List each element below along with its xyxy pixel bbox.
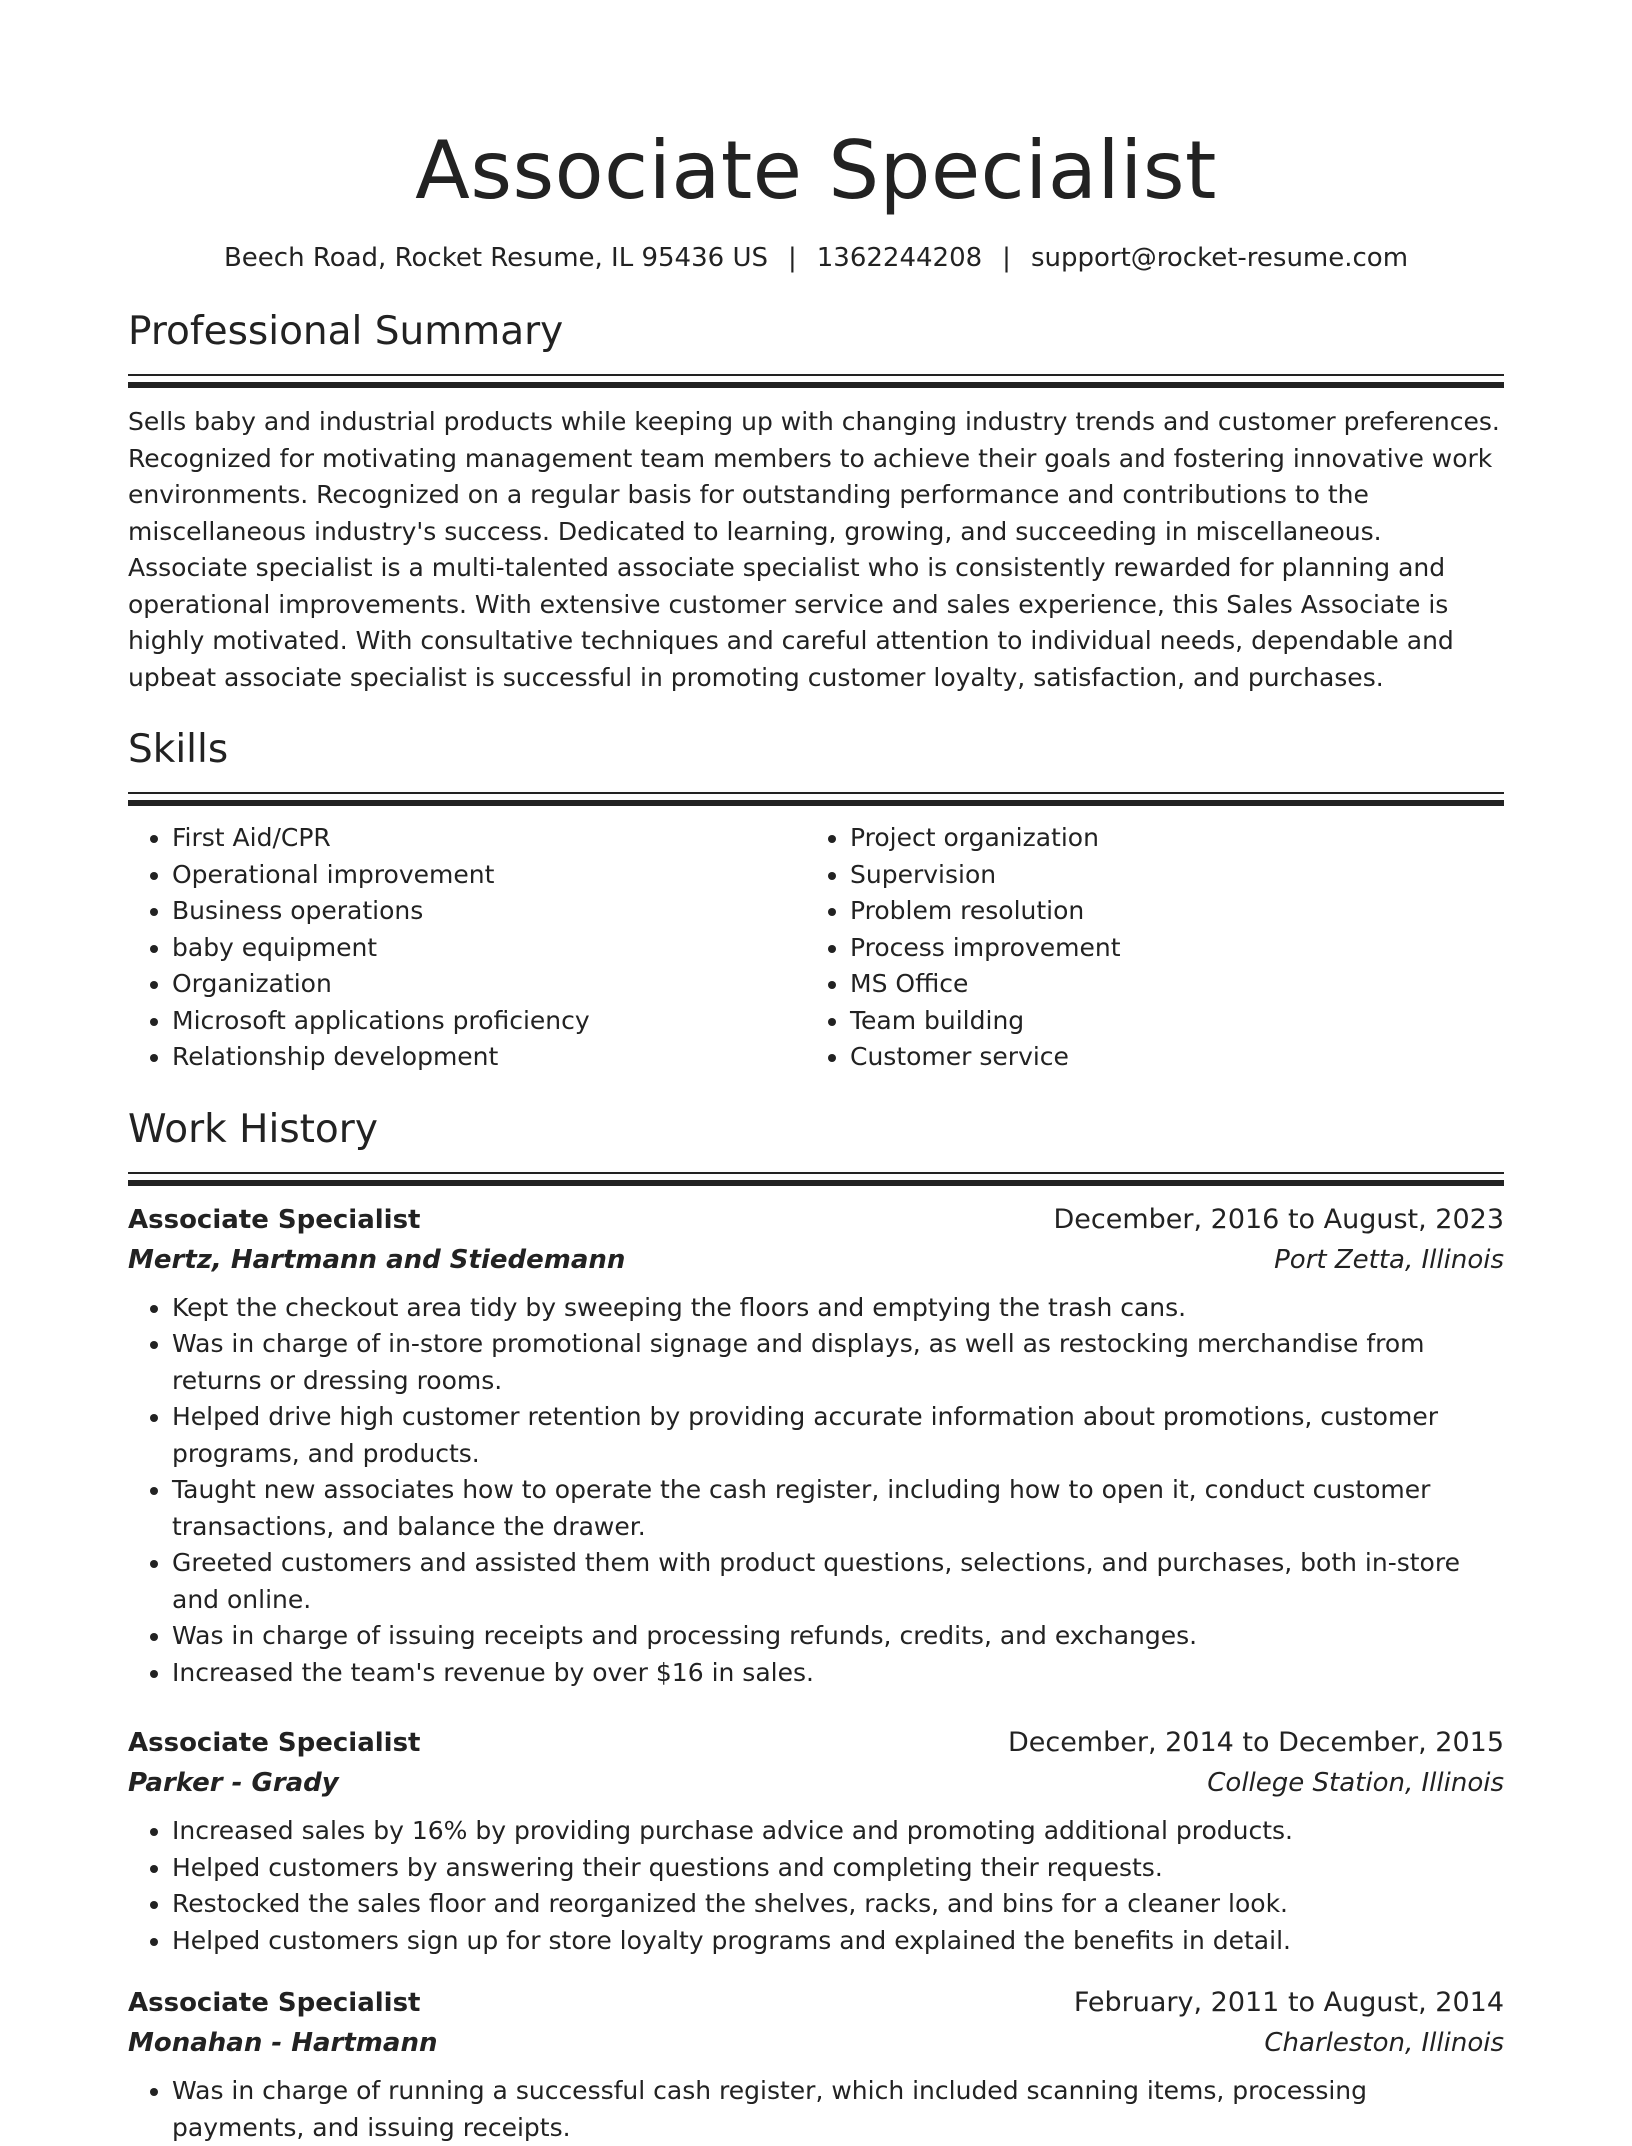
summary-heading: Professional Summary	[128, 308, 1504, 356]
job-entry	[128, 1723, 1504, 1959]
skills-right-list	[806, 820, 1504, 1076]
job-location: Charleston, Illinois	[1264, 2023, 1504, 2063]
section-divider	[128, 1172, 1504, 1186]
skill-item: • Operational improvement	[172, 857, 806, 894]
contact-line	[128, 242, 1504, 274]
skill-item: • baby equipment	[172, 930, 806, 967]
job-entry	[128, 1983, 1504, 2146]
job-bullets	[128, 2073, 1504, 2146]
summary-section	[128, 308, 1504, 696]
contact-separator: |	[768, 243, 817, 273]
job-dates: December, 2016 to August, 2023	[1053, 1200, 1504, 1240]
job-bullet: • Kept the checkout area tidy by sweeping the floors and emptying the trash cans.	[172, 1290, 1504, 1327]
job-title: Associate Specialist	[128, 1200, 421, 1240]
job-bullet: • Restocked the sales floor and reorganized the shelves, racks, and bins for a cleaner look.	[172, 1886, 1504, 1923]
contact-separator: |	[982, 243, 1031, 273]
skills-columns	[128, 820, 1504, 1076]
job-entry	[128, 1200, 1504, 1692]
section-divider	[128, 374, 1504, 388]
skills-heading: Skills	[128, 726, 1504, 774]
skill-item: • MS Office	[850, 966, 1504, 1003]
skill-item: • Relationship development	[172, 1039, 806, 1076]
job-dates: February, 2011 to August, 2014	[1074, 1983, 1504, 2023]
skill-item: • Team building	[850, 1003, 1504, 1040]
skill-item: • Customer service	[850, 1039, 1504, 1076]
section-divider	[128, 792, 1504, 806]
resume-name: Associate Specialist	[128, 0, 1504, 222]
job-bullet: • Increased the team's revenue by over $16 in sales.	[172, 1655, 1504, 1692]
skill-item: • Business operations	[172, 893, 806, 930]
job-bullet: • Helped customers by answering their questions and completing their requests.	[172, 1850, 1504, 1887]
skill-item: • Project organization	[850, 820, 1504, 857]
job-title: Associate Specialist	[128, 1723, 421, 1763]
work-history-section	[128, 1106, 1504, 2146]
skill-item: • Process improvement	[850, 930, 1504, 967]
job-company: Mertz, Hartmann and Stiedemann	[128, 1240, 625, 1280]
work-history-heading: Work History	[128, 1106, 1504, 1154]
job-location: College Station, Illinois	[1207, 1763, 1504, 1803]
skills-section	[128, 726, 1504, 1076]
skill-item: • Problem resolution	[850, 893, 1504, 930]
job-company: Monahan - Hartmann	[128, 2023, 437, 2063]
job-bullet: • Greeted customers and assisted them with product questions, selections, and purchases, both in-store and online.	[172, 1545, 1504, 1618]
skill-item: • Microsoft applications proficiency	[172, 1003, 806, 1040]
job-bullets	[128, 1290, 1504, 1692]
job-bullet: • Increased sales by 16% by providing purchase advice and promoting additional products.	[172, 1813, 1504, 1850]
skill-item: • First Aid/CPR	[172, 820, 806, 857]
summary-text: Sells baby and industrial products while keeping up with changing industry trends and customer preferences. Recognized for motivating management team members to achieve their goals and fostering innovative work environments. Recognized on a regular basis for outstanding performance and contributions to the miscellaneous industry's success. Dedicated to learning, growing, and succeeding in miscellaneous. Associate specialist is a multi-talented associate specialist who is consistently rewarded for planning and operational improvements. With extensive customer service and sales experience, this Sales Associate is highly motivated. With consultative techniques and careful attention to individual needs, dependable and upbeat associate specialist is successful in promoting customer loyalty, satisfaction, and purchases.	[128, 404, 1504, 696]
job-bullet: • Helped customers sign up for store loyalty programs and explained the benefits in detail.	[172, 1923, 1504, 1960]
contact-address: Beech Road, Rocket Resume, IL 95436 US	[224, 243, 768, 273]
job-company: Parker - Grady	[128, 1763, 339, 1803]
job-bullet: • Was in charge of in-store promotional signage and displays, as well as restocking merchandise from returns or dressing rooms.	[172, 1326, 1504, 1399]
job-location: Port Zetta, Illinois	[1274, 1240, 1504, 1280]
job-bullet: • Taught new associates how to operate the cash register, including how to open it, conduct customer transactions, and balance the drawer.	[172, 1472, 1504, 1545]
job-title: Associate Specialist	[128, 1983, 421, 2023]
job-bullet: • Was in charge of running a successful cash register, which included scanning items, processing payments, and issuing receipts.	[172, 2073, 1504, 2146]
contact-email: support@rocket-resume.com	[1031, 243, 1408, 273]
contact-phone: 1362244208	[817, 243, 982, 273]
skill-item: • Supervision	[850, 857, 1504, 894]
job-bullet: • Helped drive high customer retention by providing accurate information about promotions, customer programs, and products.	[172, 1399, 1504, 1472]
skill-item: • Organization	[172, 966, 806, 1003]
skills-left-list	[128, 820, 806, 1076]
job-bullet: • Was in charge of issuing receipts and processing refunds, credits, and exchanges.	[172, 1618, 1504, 1655]
job-dates: December, 2014 to December, 2015	[1008, 1723, 1504, 1763]
job-bullets	[128, 1813, 1504, 1959]
